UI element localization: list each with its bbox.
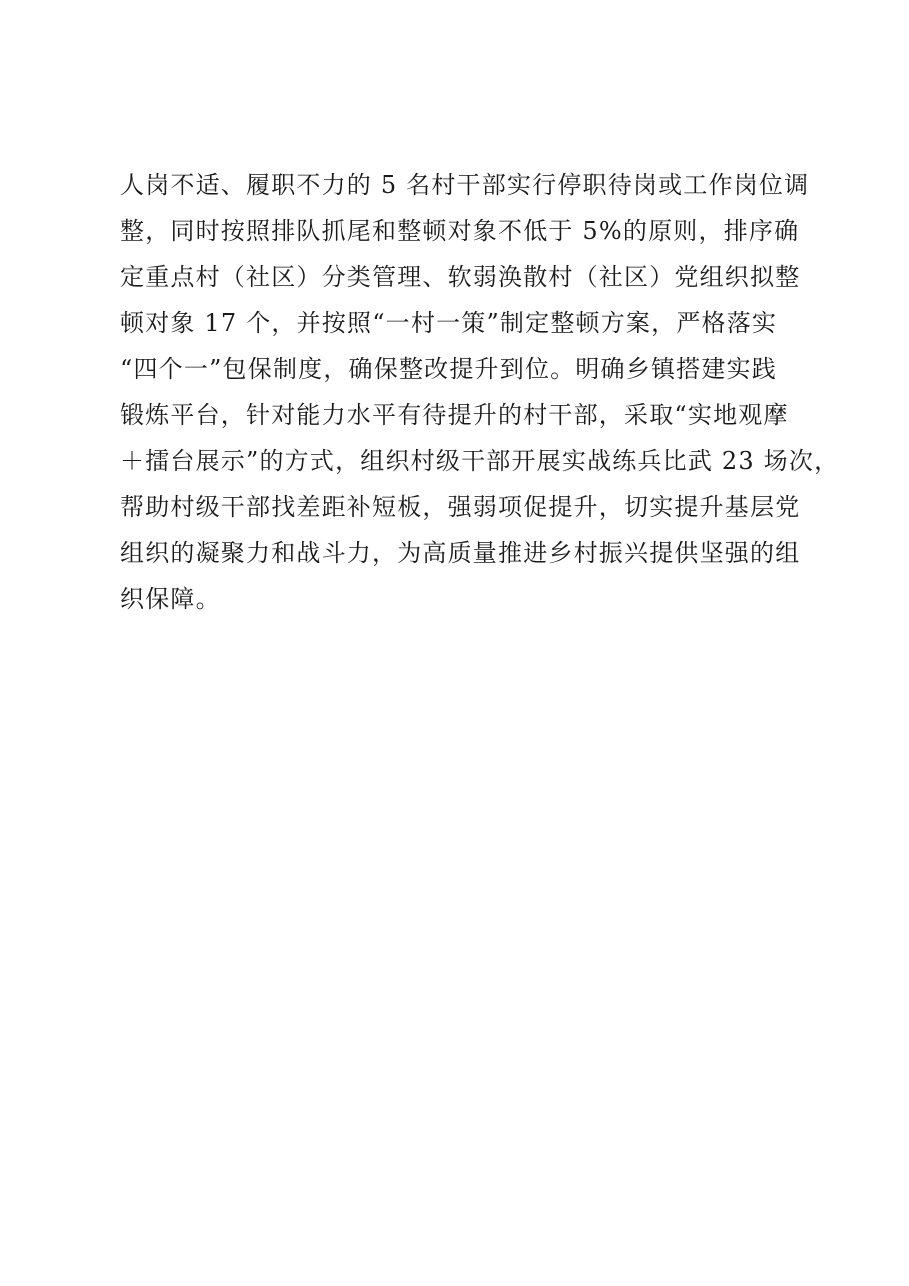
paragraph-line: 织保障。: [120, 585, 221, 613]
body-paragraph: [120, 162, 840, 622]
paragraph-line: 定重点村（社区）分类管理、软弱涣散村（社区）党组织拟整: [120, 263, 801, 291]
paragraph-line: ＋擂台展示”的方式，组织村级干部开展实战练兵比武 23 场次，: [120, 447, 840, 475]
paragraph-line: 帮助村级干部找差距补短板，强弱项促提升，切实提升基层党: [120, 493, 801, 521]
paragraph-line: 人岗不适、履职不力的 5 名村干部实行停职待岗或工作岗位调: [120, 171, 810, 199]
paragraph-line: 顿对象 17 个，并按照“一村一策”制定整顿方案，严格落实: [120, 309, 778, 337]
paragraph-line: 组织的凝聚力和战斗力，为高质量推进乡村振兴提供坚强的组: [120, 539, 801, 567]
paragraph-line: “四个一”包保制度，确保整改提升到位。明确乡镇搭建实践: [120, 355, 777, 383]
paragraph-line: 整，同时按照排队抓尾和整顿对象不低于 5%的原则，排序确: [120, 217, 800, 245]
paragraph-line: 锻炼平台，针对能力水平有待提升的村干部，采取“实地观摩: [120, 401, 789, 429]
